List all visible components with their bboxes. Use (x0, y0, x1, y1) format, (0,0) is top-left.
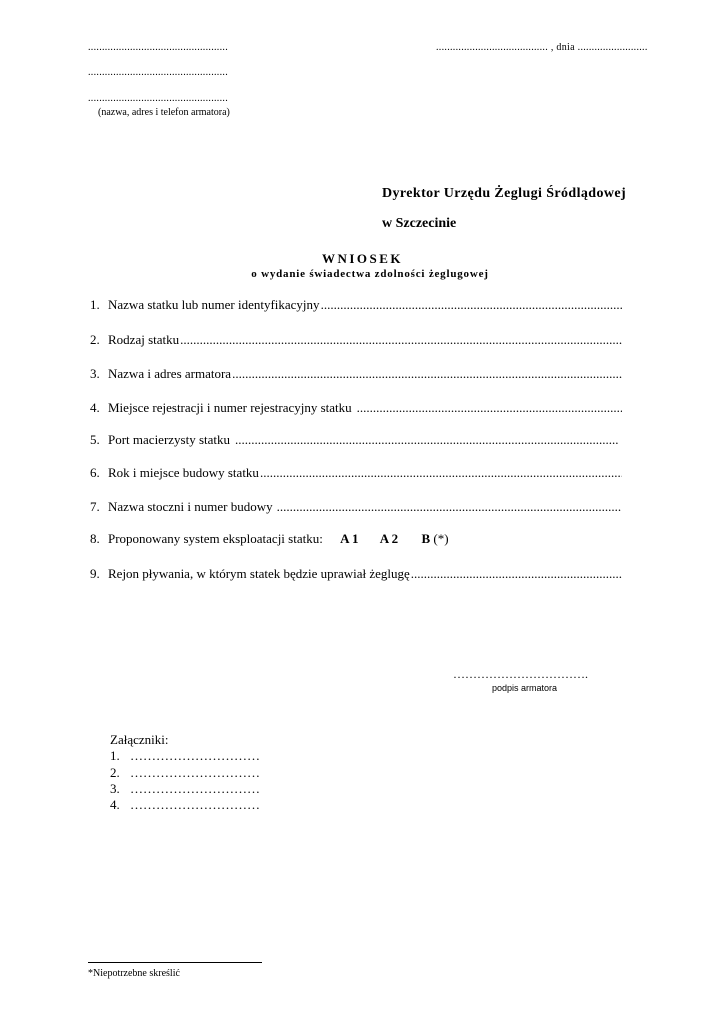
field-number: 3. (90, 366, 100, 381)
option-b[interactable]: B (421, 531, 431, 546)
field-label: Rodzaj statku (108, 332, 180, 347)
option-a1[interactable]: A 1 (340, 531, 359, 546)
attachment-dots: ………………………… (130, 781, 260, 796)
fill-dots (321, 297, 622, 313)
field-owner-name-address[interactable] (90, 366, 622, 382)
field-number: 6. (90, 465, 100, 480)
field-number: 9. (90, 566, 100, 581)
attachments-label: Załączniki: (110, 732, 169, 747)
field-number: 4. (90, 400, 100, 415)
attachment-dots: ………………………… (130, 765, 260, 780)
field-number: 7. (90, 499, 100, 514)
field-number: 1. (90, 297, 100, 312)
field-label: Nazwa i adres armatora (108, 366, 232, 381)
sender-line-2: .................................................. (88, 67, 228, 78)
date-label: , dnia (550, 42, 575, 53)
fill-dots (411, 566, 622, 582)
field-label: Rejon pływania, w którym statek będzie uprawiał żeglugę (108, 566, 410, 581)
footnote-marker: (*) (433, 531, 449, 546)
attachment-number: 2. (110, 765, 120, 780)
footnote-separator (88, 962, 262, 963)
field-shipyard[interactable] (90, 499, 622, 515)
fill-dots (277, 499, 622, 515)
fill-dots (357, 400, 622, 416)
field-build-year-place[interactable] (90, 465, 622, 481)
attachment-dots: ………………………… (130, 797, 260, 812)
sender-line-1: .................................................. (88, 42, 228, 53)
field-number: 8. (90, 531, 100, 546)
option-a2[interactable]: A 2 (379, 531, 399, 546)
attachment-item-2[interactable] (110, 765, 260, 781)
addressee-line-2: w Szczecinie (382, 216, 457, 231)
addressee-line-1: Dyrektor Urzędu Żeglugi Śródlądowej (382, 186, 627, 201)
sender-caption: (nazwa, adres i telefon armatora) (98, 107, 230, 118)
field-label: Proponowany system eksploatacji statku: (108, 531, 323, 546)
attachment-item-1[interactable] (110, 748, 260, 764)
field-registration[interactable] (90, 400, 622, 416)
field-home-port[interactable] (90, 432, 618, 448)
field-navigation-area[interactable] (90, 566, 622, 582)
fill-dots (235, 432, 618, 448)
document-title: WNIOSEK (321, 251, 404, 266)
document-subtitle: o wydanie świadectwa zdolności żeglugowej (251, 268, 489, 280)
signature-caption: podpis armatora (492, 683, 558, 693)
fill-dots (180, 332, 622, 348)
field-ship-type[interactable] (90, 332, 622, 348)
field-operation-system (90, 531, 449, 547)
fill-dots (260, 465, 622, 481)
place-date (436, 42, 648, 53)
date-dots: ......................... (577, 42, 648, 53)
place-dots: ........................................ (436, 42, 548, 53)
attachment-dots: ………………………… (130, 748, 260, 763)
attachment-item-3[interactable] (110, 781, 260, 797)
signature-line[interactable]: ……………………………. (453, 667, 588, 681)
sender-line-3: .................................................. (88, 93, 228, 104)
field-label: Nazwa statku lub numer identyfikacyjny (108, 297, 320, 312)
field-number: 5. (90, 432, 100, 447)
attachment-number: 3. (110, 781, 120, 796)
field-label: Port macierzysty statku (108, 432, 231, 447)
field-ship-name[interactable] (90, 297, 622, 313)
attachment-item-4[interactable] (110, 797, 260, 813)
field-number: 2. (90, 332, 100, 347)
fill-dots (232, 366, 622, 382)
attachment-number: 1. (110, 748, 120, 763)
footnote-text: *Niepotrzebne skreślić (88, 968, 180, 979)
field-label: Miejsce rejestracji i numer rejestracyjny statku (108, 400, 352, 415)
field-label: Rok i miejsce budowy statku (108, 465, 259, 480)
field-label: Nazwa stoczni i numer budowy (108, 499, 273, 514)
attachment-number: 4. (110, 797, 120, 812)
